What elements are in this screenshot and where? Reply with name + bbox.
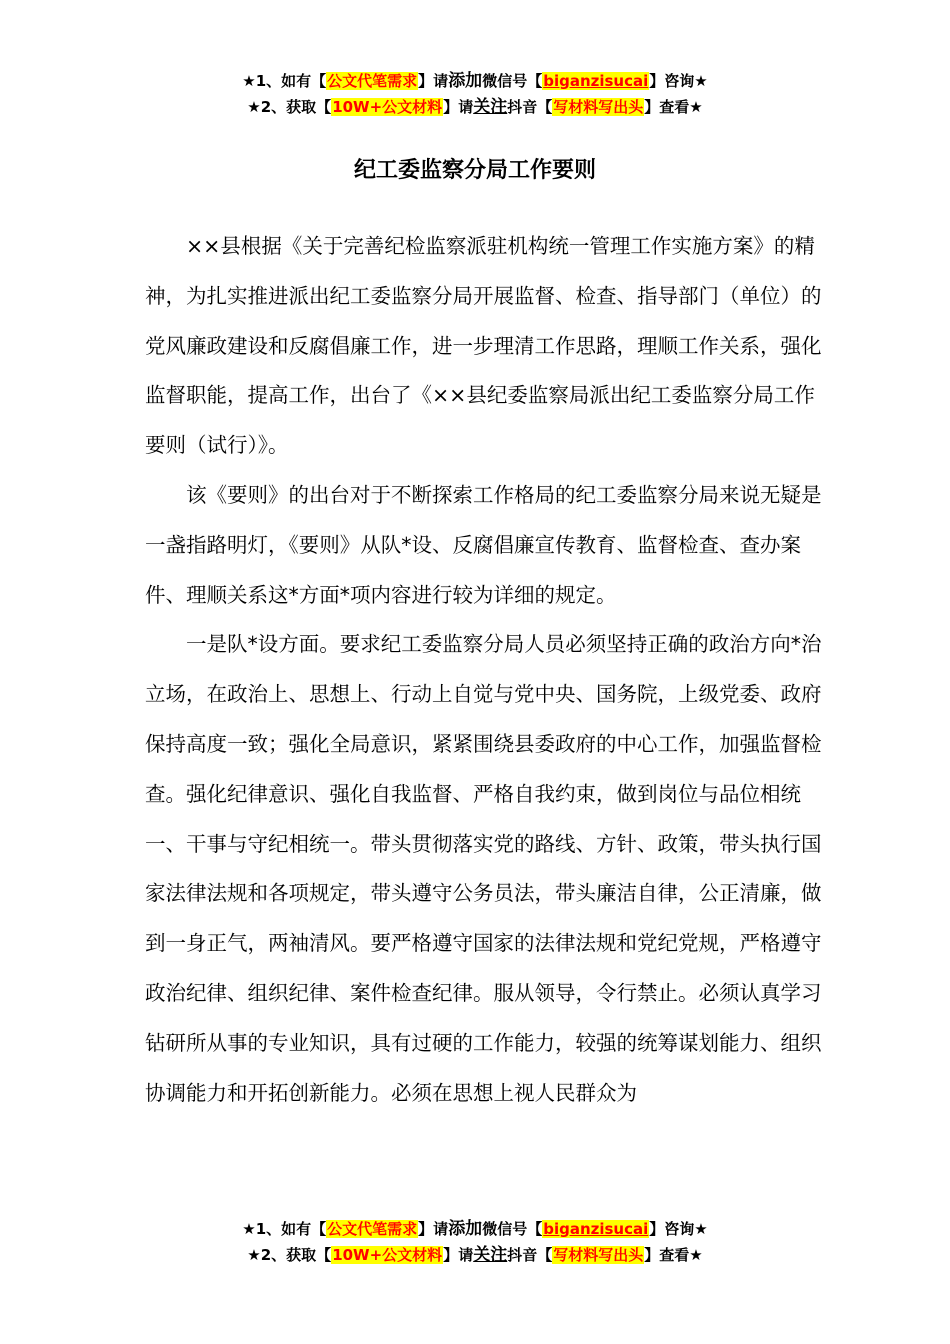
ad-text: 】查看★ <box>644 1246 703 1264</box>
document-body <box>145 222 825 1118</box>
ad-text: 】咨询★ <box>649 1220 708 1238</box>
ad-highlight-wechat-id: biganzisucai <box>543 72 649 90</box>
ad-text: 】请 <box>418 72 449 90</box>
ad-highlight-douyin: 写材料写出头 <box>553 98 644 116</box>
ad-text: 】请 <box>443 98 474 116</box>
ad-text: ★1、如有【 <box>242 72 327 90</box>
ad-text: 抖音【 <box>507 98 553 116</box>
ad-highlight-service: 公文代笔需求 <box>327 72 418 90</box>
ad-text: ★2、获取【 <box>247 1246 332 1264</box>
ad-emphasis: 关注 <box>473 97 508 117</box>
ad-text: 】请 <box>418 1220 449 1238</box>
ad-text: 】咨询★ <box>649 72 708 90</box>
ad-line-1 <box>0 68 950 94</box>
ad-highlight-douyin: 写材料写出头 <box>553 1246 644 1264</box>
ad-text: ★2、获取【 <box>247 98 332 116</box>
paragraph: ××县根据《关于完善纪检监察派驻机构统一管理工作实施方案》的精神，为扎实推进派出纪工委监察分局开展监督、检查、指导部门（单位）的党风廉政建设和反腐倡廉工作，进一步理清工作思路，理顺工作关系，强化监督职能，提高工作，出台了《××县纪委监察局派出纪工委监察分局工作要则（试行）》。 <box>145 234 822 458</box>
ad-emphasis: 添加 <box>448 71 483 91</box>
ad-line-1 <box>0 1216 950 1242</box>
ad-text: 抖音【 <box>507 1246 553 1264</box>
ad-highlight-materials: 10W+公文材料 <box>332 98 443 116</box>
ad-emphasis: 添加 <box>448 1219 483 1239</box>
ad-text: 微信号【 <box>482 72 543 90</box>
ad-line-2 <box>0 94 950 120</box>
ad-text: 】查看★ <box>644 98 703 116</box>
ad-highlight-service: 公文代笔需求 <box>327 1220 418 1238</box>
paragraph: 一是队*设方面。要求纪工委监察分局人员必须坚持正确的政治方向*治立场，在政治上、思想上、行动上自觉与党中央、国务院，上级党委、政府保持高度一致；强化全局意识，紧紧围绕县委政府的中心工作，加强监督检查。强化纪律意识、强化自我监督、严格自我约束，做到岗位与品位相统一、干事与守纪相统一。带头贯彻落实党的路线、方针、政策，带头执行国家法律法规和各项规定，带头遵守公务员法，带头廉洁自律，公正清廉，做到一身正气，两袖清风。要严格遵守国家的法律法规和党纪党规，严格遵守政治纪律、组织纪律、案件检查纪律。服从领导，令行禁止。必须认真学习钻研所从事的专业知识，具有过硬的工作能力，较强的统筹谋划能力、组织协调能力和开拓创新能力。必须在思想上视人民群众为 <box>145 632 822 1105</box>
ad-text: 微信号【 <box>482 1220 543 1238</box>
ad-text: ★1、如有【 <box>242 1220 327 1238</box>
ad-text: 】请 <box>443 1246 474 1264</box>
ad-highlight-wechat-id: biganzisucai <box>543 1220 649 1238</box>
ad-line-2 <box>0 1242 950 1268</box>
document-title: 纪工委监察分局工作要则 <box>353 158 596 183</box>
ad-emphasis: 关注 <box>473 1245 508 1265</box>
ad-highlight-materials: 10W+公文材料 <box>332 1246 443 1264</box>
header-ad <box>0 68 950 120</box>
paragraph: 该《要则》的出台对于不断探索工作格局的纪工委监察分局来说无疑是一盏指路明灯，《要则》从队*设、反腐倡廉宣传教育、监督检查、查办案件、理顺关系这*方面*项内容进行较为详细的规定。 <box>145 482 822 607</box>
footer-ad <box>0 1216 950 1268</box>
